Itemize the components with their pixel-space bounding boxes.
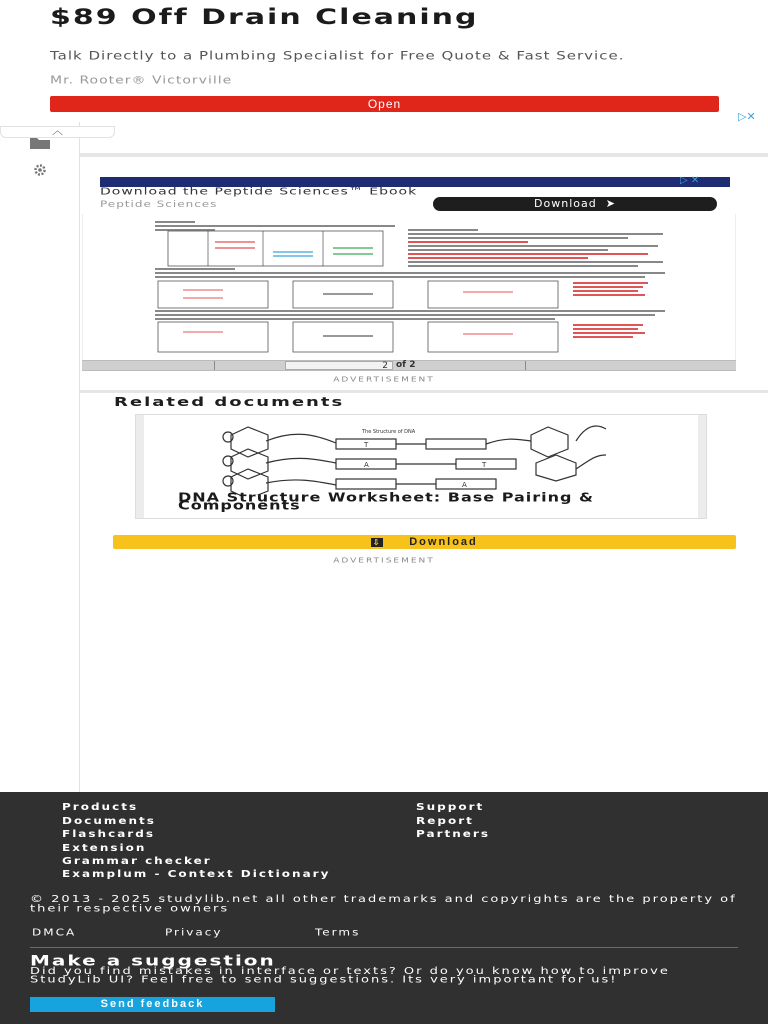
ebook-advertisement[interactable] xyxy=(82,174,736,212)
download-icon: ⇩ xyxy=(372,537,382,547)
footer-column-support xyxy=(416,802,490,843)
ebook-ad-title[interactable]: Download the Peptide Sciences™ Ebook xyxy=(100,186,418,198)
send-feedback-button[interactable]: Send feedback xyxy=(30,997,275,1012)
footer-link-grammar-checker[interactable]: Grammar checker xyxy=(62,855,212,867)
chevron-up-icon[interactable]: ︿ xyxy=(0,126,115,138)
advertisement-label: ADVERTISEMENT xyxy=(333,557,435,565)
svg-text:The Structure of DNA: The Structure of DNA xyxy=(362,429,416,435)
footer-link-extension[interactable]: Extension xyxy=(62,841,147,853)
footer-link-products[interactable]: Products xyxy=(62,801,139,813)
footer-link-documents[interactable]: Documents xyxy=(62,814,156,826)
ad-text: Talk Directly to a Plumbing Specialist for Free Quote & Fast Service. xyxy=(50,48,625,63)
advertisement-label: ADVERTISEMENT xyxy=(333,376,435,384)
pager-divider xyxy=(214,361,215,370)
ebook-download-label: Download xyxy=(534,197,597,210)
ebook-ad-sponsor: Peptide Sciences xyxy=(100,199,218,210)
folder-icon[interactable] xyxy=(28,136,52,152)
footer-link-terms[interactable]: Terms xyxy=(315,927,361,938)
related-document-title[interactable]: DNA Structure Worksheet: Base Pairing & Components xyxy=(178,490,595,513)
footer-link-report[interactable]: Report xyxy=(416,814,474,826)
footer-link-privacy[interactable]: Privacy xyxy=(165,927,223,938)
pager-divider xyxy=(525,361,526,370)
svg-text:T: T xyxy=(482,461,487,469)
footer-link-flashcards[interactable]: Flashcards xyxy=(62,828,155,840)
svg-text:A: A xyxy=(364,461,369,469)
footer-link-support[interactable]: Support xyxy=(416,801,485,813)
download-button[interactable] xyxy=(113,535,736,549)
sidebar xyxy=(0,122,80,792)
download-label: Download xyxy=(409,536,478,548)
document-page-preview[interactable] xyxy=(82,214,736,360)
ad-sponsor: Mr. Rooter® Victorville xyxy=(50,74,233,87)
footer-link-partners[interactable]: Partners xyxy=(416,828,490,840)
svg-text:A: A xyxy=(462,481,467,489)
page-navigator xyxy=(82,360,736,371)
ad-title[interactable]: $89 Off Drain Cleaning xyxy=(50,4,479,30)
ad-open-button[interactable]: Open xyxy=(50,96,719,112)
suggestion-text: Did you find mistakes in interface or texts? Or do you know how to improve StudyLib UI? Feel free to send suggestions. Its very important for us! xyxy=(30,965,670,986)
footer-link-dmca[interactable]: DMCA xyxy=(32,927,77,938)
footer-column-products xyxy=(62,802,352,881)
section-divider xyxy=(80,390,768,393)
footer-link-examplum[interactable]: Examplum - Context Dictionary xyxy=(62,867,331,879)
suggestion-title: Make a suggestion xyxy=(30,952,276,970)
worksheet-page-image xyxy=(83,214,736,360)
toolbar-divider xyxy=(80,153,768,157)
related-documents-title: Related documents xyxy=(114,395,345,410)
adchoices-icon[interactable]: ▷ ✕ xyxy=(680,175,700,186)
site-footer xyxy=(0,792,768,1024)
page-number-input[interactable]: 2 xyxy=(285,361,393,370)
footer-divider xyxy=(30,947,738,948)
ebook-download-button[interactable]: Download ➤ xyxy=(433,197,717,211)
top-advertisement[interactable] xyxy=(0,0,768,122)
svg-text:T: T xyxy=(364,441,369,449)
dna-structure-thumbnail xyxy=(136,415,707,495)
gear-icon[interactable] xyxy=(28,163,52,179)
copyright-text: © 2013 - 2025 studylib.net all other trademarks and copyrights are the property of their respective owners xyxy=(30,893,737,915)
related-document-card[interactable] xyxy=(135,414,707,519)
page-count-label: of 2 xyxy=(396,360,416,370)
adchoices-icon[interactable]: ▷✕ xyxy=(738,110,756,122)
